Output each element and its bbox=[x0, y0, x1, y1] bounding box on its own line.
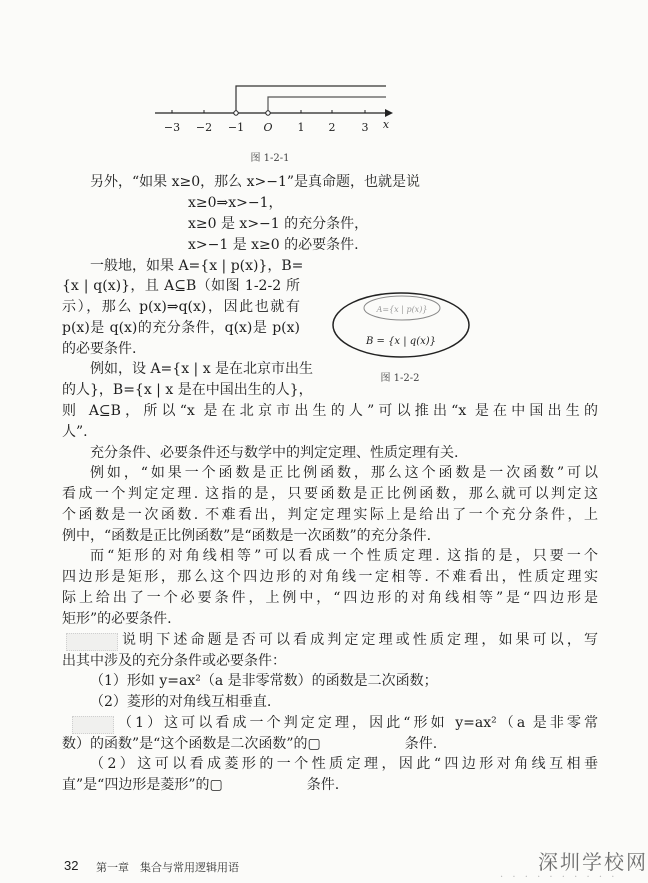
set-a-label: A={x | p(x)} bbox=[376, 305, 428, 314]
solution-line: （1）这可以看成一个判定定理，因此“形如 y=ax²（a 是非零常 bbox=[118, 715, 598, 731]
paragraph-line: 例如，设 A={x | x 是在北京市出生 bbox=[90, 361, 314, 377]
set-x-ge-0-line bbox=[268, 97, 386, 113]
tick-label: −3 bbox=[163, 121, 181, 134]
number-line-figure bbox=[0, 0, 648, 170]
paragraph-line: {x | q(x)}，且 A⊆B（如图 1-2-2 所 bbox=[62, 278, 300, 294]
paragraph-line: 看成一个判定定理. 这指的是，只要函数是正比例函数，那么就可以判定这 bbox=[62, 486, 598, 502]
formula-line: x≥0⇒x>−1， bbox=[188, 195, 283, 211]
paragraph-line: 四边形是矩形，那么这个四边形的对角线一定相等. 不难看出，性质定理实 bbox=[62, 569, 598, 585]
point-zero bbox=[266, 111, 270, 115]
figure-caption: 图 1-2-2 bbox=[380, 373, 420, 384]
paragraph-line: 的人}，B={x | x 是在中国出生的人}， bbox=[62, 382, 313, 398]
set-b-ellipse bbox=[333, 293, 469, 357]
exercise-item: （2）菱形的对角线互相垂直. bbox=[90, 694, 272, 710]
tick-label: 2 bbox=[328, 121, 336, 134]
paragraph-line: 例中，“函数是正比例函数”是“函数是一次函数”的充分条件. bbox=[62, 528, 432, 544]
example-label-smudge bbox=[66, 633, 118, 651]
exercise-prompt-line: 出其中涉及的充分条件或必要条件： bbox=[62, 653, 286, 669]
paragraph-line: 人”. bbox=[62, 424, 88, 440]
tick-label: −1 bbox=[227, 121, 245, 134]
paragraph-line: p(x)是 q(x)的充分条件，q(x)是 p(x) bbox=[62, 320, 300, 336]
watermark: 深圳学校网 bbox=[538, 850, 648, 874]
figure-caption: 图 1-2-1 bbox=[250, 153, 290, 164]
venn-figure bbox=[320, 280, 490, 390]
set-b-label: B = {x | q(x)} bbox=[365, 336, 437, 347]
solution-line: 数）的函数”是“这个函数是二次函数”的▢ 条件. bbox=[62, 736, 438, 752]
set-x-gt-minus1-line bbox=[236, 86, 386, 113]
paragraph-line: 个函数是一次函数. 不难看出，判定定理实际上是给出了一个充分条件，上 bbox=[62, 507, 598, 523]
tick-label: −2 bbox=[195, 121, 213, 134]
paragraph-line: 充分条件、必要条件还与数学中的判定定理、性质定理有关. bbox=[90, 445, 459, 461]
tick-label-origin: O bbox=[263, 121, 273, 134]
tick-label: 1 bbox=[297, 121, 305, 134]
paragraph-line: 的必要条件. bbox=[62, 341, 137, 357]
solution-line: 直”是“四边形是菱形”的▢ 条件. bbox=[62, 777, 340, 793]
paragraph-line: 而“矩形的对角线相等”可以看成一个性质定理. 这指的是，只要一个 bbox=[90, 548, 598, 564]
chapter-title: 第一章 集合与常用逻辑用语 bbox=[96, 861, 239, 874]
paragraph-line: 矩形”的必要条件. bbox=[62, 611, 172, 627]
formula-line: x>−1 是 x≥0 的必要条件. bbox=[188, 237, 359, 253]
solution-label-smudge bbox=[72, 716, 114, 734]
paragraph-line: 则 A⊆B，所以“x 是在北京市出生的人”可以推出“x 是在中国出生的 bbox=[62, 403, 598, 419]
axis-arrow bbox=[385, 109, 393, 117]
open-point-minus1 bbox=[234, 111, 238, 115]
page-number: 32 bbox=[64, 858, 79, 873]
exercise-item: （1）形如 y=ax²（a 是非零常数）的函数是二次函数； bbox=[90, 673, 438, 689]
watermark-faint-line: · · · · · · · · · · bbox=[500, 872, 618, 883]
paragraph-line: 另外，“如果 x≥0，那么 x>−1”是真命题，也就是说 bbox=[90, 174, 421, 190]
paragraph-line: 一般地，如果 A={x | p(x)}，B= bbox=[90, 258, 304, 274]
exercise-prompt-line: 说明下述命题是否可以看成判定定理或性质定理，如果可以，写 bbox=[122, 632, 598, 648]
formula-line: x≥0 是 x>−1 的充分条件， bbox=[188, 216, 369, 232]
paragraph-line: 示），那么 p(x)⇒q(x)，因此也就有 bbox=[62, 299, 300, 315]
paragraph-line: 例如，“如果一个函数是正比例函数，那么这个函数是一次函数”可以 bbox=[90, 465, 598, 481]
axis-label: x bbox=[382, 118, 390, 131]
tick-label: 3 bbox=[361, 121, 369, 134]
solution-line: （2）这可以看成菱形的一个性质定理，因此“四边形对角线互相垂 bbox=[90, 756, 598, 772]
paragraph-line: 际上给出了一个必要条件，上例中，“四边形的对角线相等”是“四边形是 bbox=[62, 590, 598, 606]
